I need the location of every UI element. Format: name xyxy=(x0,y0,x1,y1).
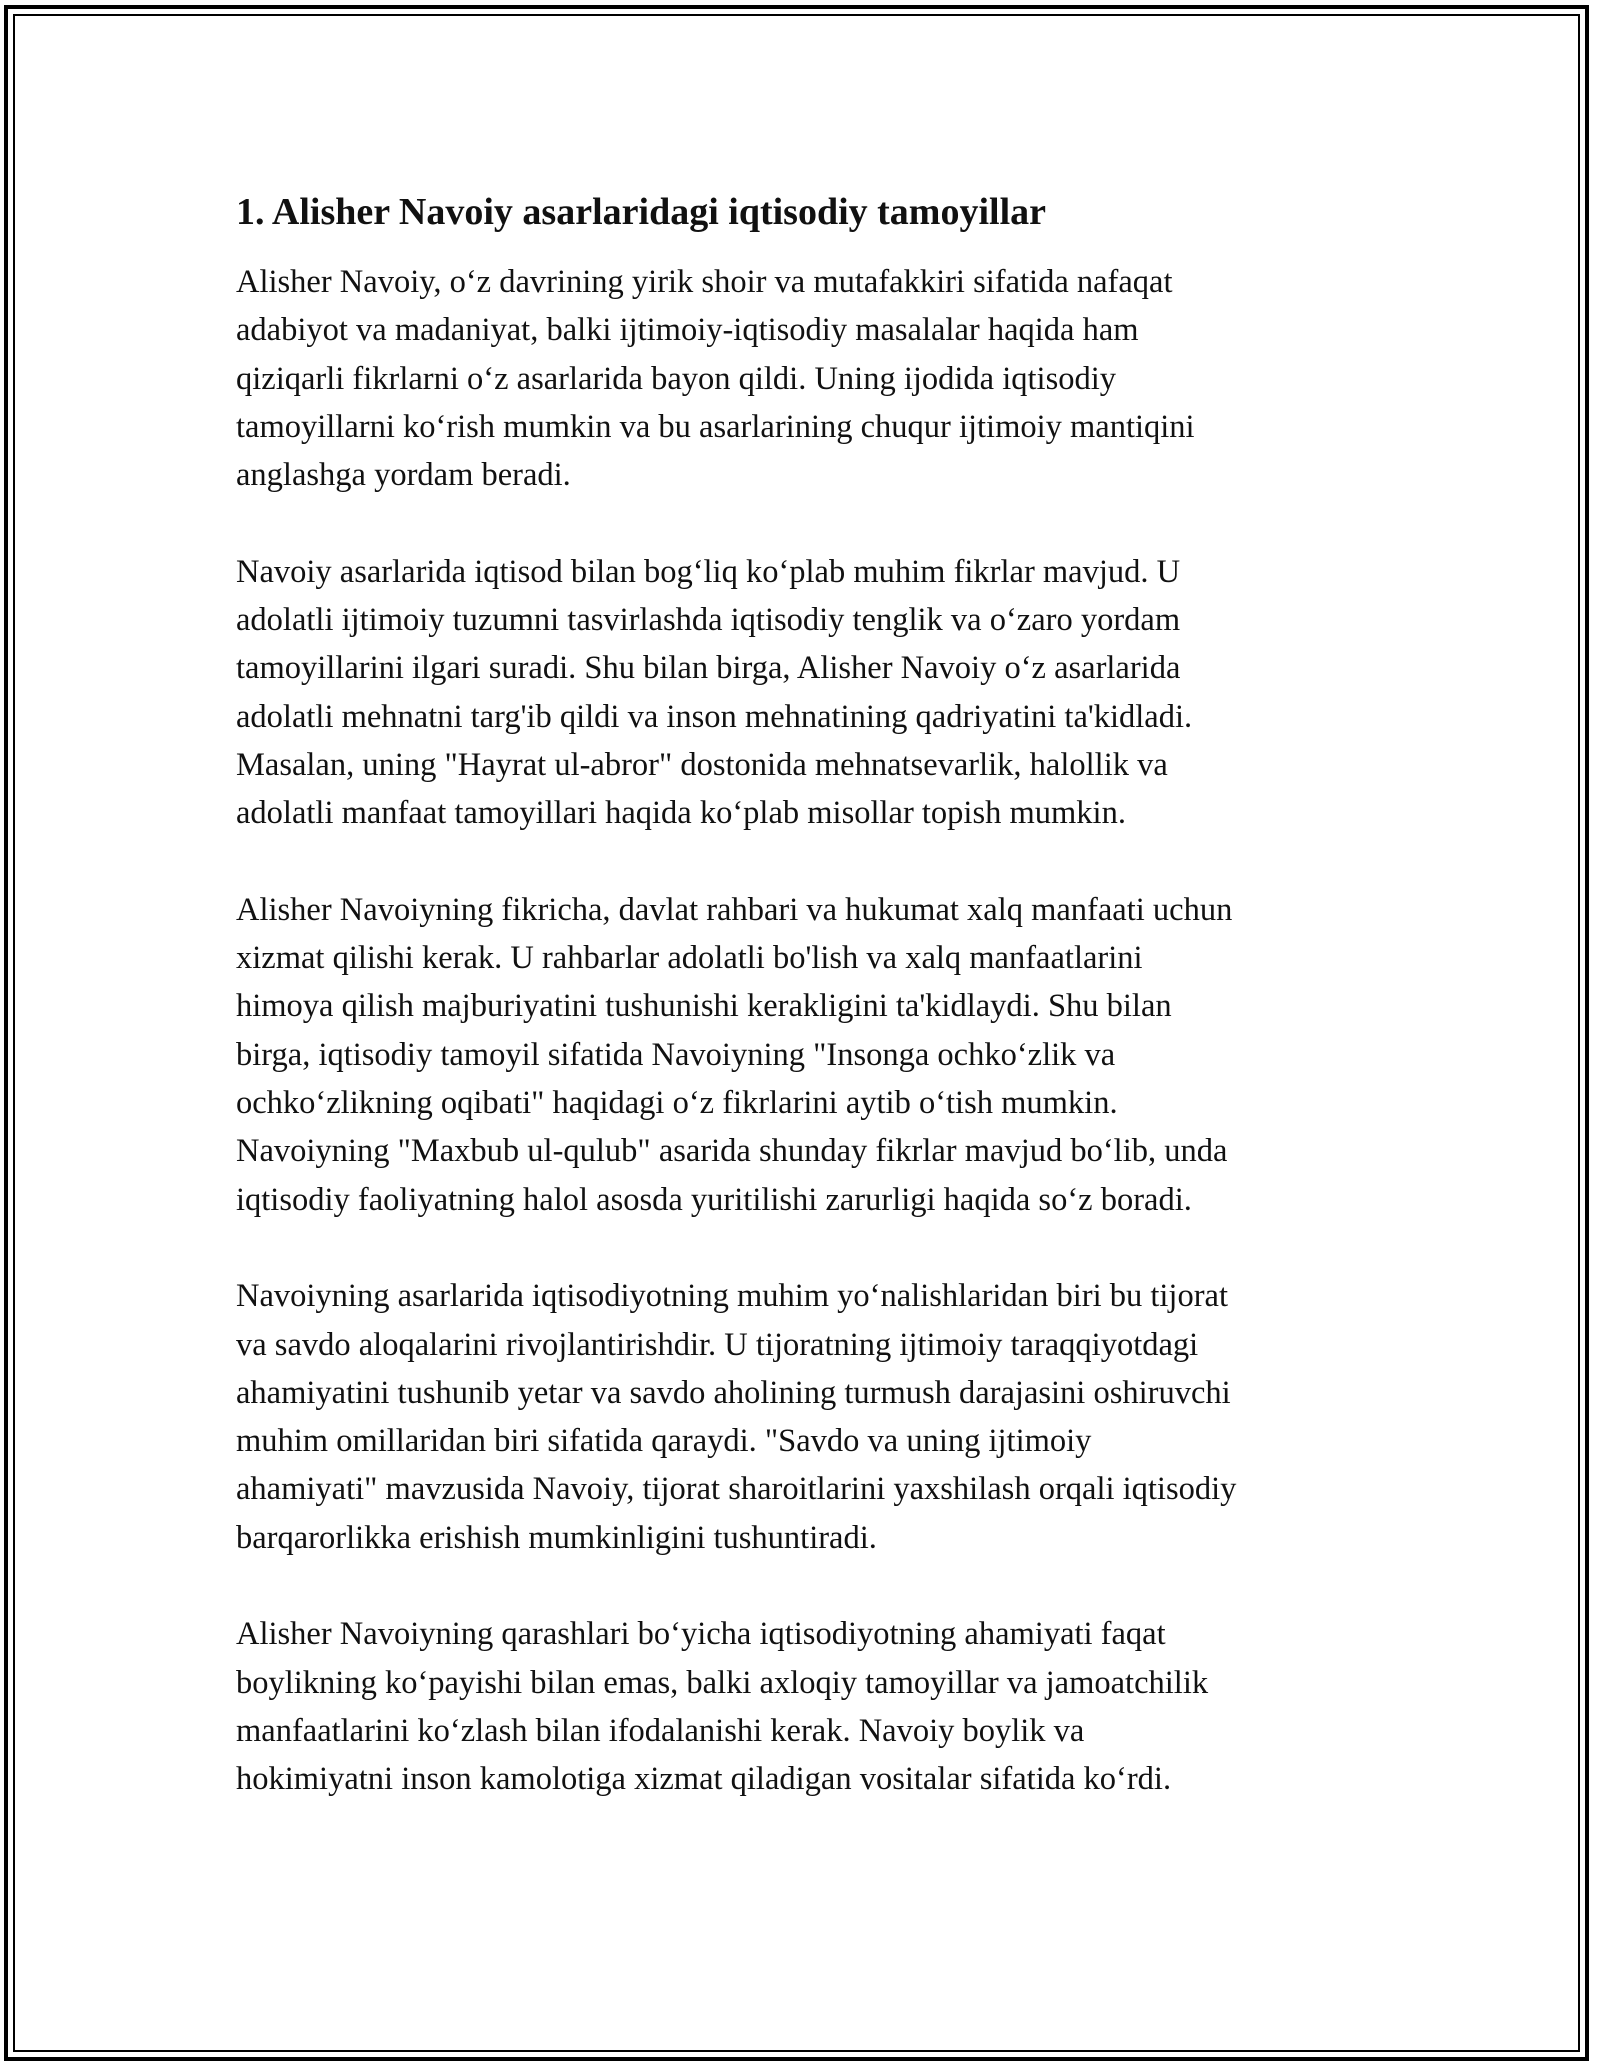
paragraph-line: adolatli manfaat tamoyillari haqida ko‘plab misollar topish mumkin. xyxy=(236,795,1126,832)
paragraph-line: ochko‘zlikning oqibati" haqidagi o‘z fikrlarini aytib o‘tish mumkin. xyxy=(236,1085,1118,1122)
paragraph-line: boylikning ko‘payishi bilan emas, balki axloqiy tamoyillar va jamoatchilik xyxy=(236,1664,1209,1701)
paragraph-line: adolatli ijtimoiy tuzumni tasvirlashda iqtisodiy tenglik va o‘zaro yordam xyxy=(236,602,1181,639)
paragraph-line: birga, iqtisodiy tamoyil sifatida Navoiyning "Insonga ochko‘zlik va xyxy=(236,1036,1116,1073)
paragraph-line: manfaatlarini ko‘zlash bilan ifodalanishi kerak. Navoiy boylik va xyxy=(236,1712,1085,1749)
paragraph-5 xyxy=(236,1610,1386,1803)
paragraph-4 xyxy=(236,1272,1386,1562)
paragraph-line: tamoyillarni ko‘rish mumkin va bu asarlarining chuqur ijtimoiy mantiqini xyxy=(236,408,1195,445)
paragraph-line: xizmat qilishi kerak. U rahbarlar adolatli bo'lish va xalq manfaatlarini xyxy=(236,940,1143,977)
document-body xyxy=(236,186,1386,1852)
paragraph-line: Navoiy asarlarida iqtisod bilan bog‘liq ko‘plab muhim fikrlar mavjud. U xyxy=(236,553,1181,590)
paragraph-line: adabiyot va madaniyat, balki ijtimoiy-iqtisodiy masalalar haqida ham xyxy=(236,312,1139,349)
paragraph-line: Alisher Navoiyning qarashlari bo‘yicha iqtisodiyotning ahamiyati faqat xyxy=(236,1616,1166,1653)
paragraph-line: va savdo aloqalarini rivojlantirishdir. U tijoratning ijtimoiy taraqqiyotdagi xyxy=(236,1326,1199,1363)
paragraph-3 xyxy=(236,886,1386,1224)
paragraph-line: muhim omillaridan biri sifatida qaraydi. "Savdo va uning ijtimoiy xyxy=(236,1423,1092,1460)
paragraph-line: Alisher Navoiyning fikricha, davlat rahbari va hukumat xalq manfaati uchun xyxy=(236,891,1233,928)
paragraph-line: tamoyillarini ilgari suradi. Shu bilan birga, Alisher Navoiy o‘z asarlarida xyxy=(236,650,1181,687)
paragraph-2 xyxy=(236,548,1386,838)
paragraph-line: qiziqarli fikrlarni o‘z asarlarida bayon qildi. Uning ijodida iqtisodiy xyxy=(236,360,1116,397)
paragraph-line: Navoiyning asarlarida iqtisodiyotning muhim yo‘nalishlaridan biri bu tijorat xyxy=(236,1278,1228,1315)
paragraph-line: iqtisodiy faoliyatning halol asosda yuritilishi zarurligi haqida so‘z boradi. xyxy=(236,1181,1192,1218)
paragraph-line: barqarorlikka erishish mumkinligini tushuntiradi. xyxy=(236,1519,877,1556)
paragraph-line: Alisher Navoiy, o‘z davrining yirik shoir va mutafakkiri sifatida nafaqat xyxy=(236,264,1173,300)
paragraph-1 xyxy=(236,258,1386,499)
paragraph-line: ahamiyati" mavzusida Navoiy, tijorat sharoitlarini yaxshilash orqali iqtisodiy xyxy=(236,1471,1237,1508)
paragraph-line: ahamiyatini tushunib yetar va savdo aholining turmush darajasini oshiruvchi xyxy=(236,1374,1231,1411)
section-heading: 1. Alisher Navoiy asarlaridagi iqtisodiy tamoyillar xyxy=(236,191,1046,233)
paragraph-line: Navoiyning "Maxbub ul-qulub" asarida shunday fikrlar mavjud bo‘lib, unda xyxy=(236,1133,1228,1170)
paragraph-line: anglashga yordam beradi. xyxy=(236,457,571,494)
paragraph-line: hokimiyatni inson kamolotiga xizmat qiladigan vositalar sifatida ko‘rdi. xyxy=(236,1761,1172,1798)
paragraph-line: adolatli mehnatni targ'ib qildi va inson mehnatining qadriyatini ta'kidladi. xyxy=(236,698,1193,735)
paragraph-line: Masalan, uning "Hayrat ul-abror" dostonida mehnatsevarlik, halollik va xyxy=(236,746,1168,783)
paragraph-line: himoya qilish majburiyatini tushunishi kerakligini ta'kidlaydi. Shu bilan xyxy=(236,988,1172,1025)
